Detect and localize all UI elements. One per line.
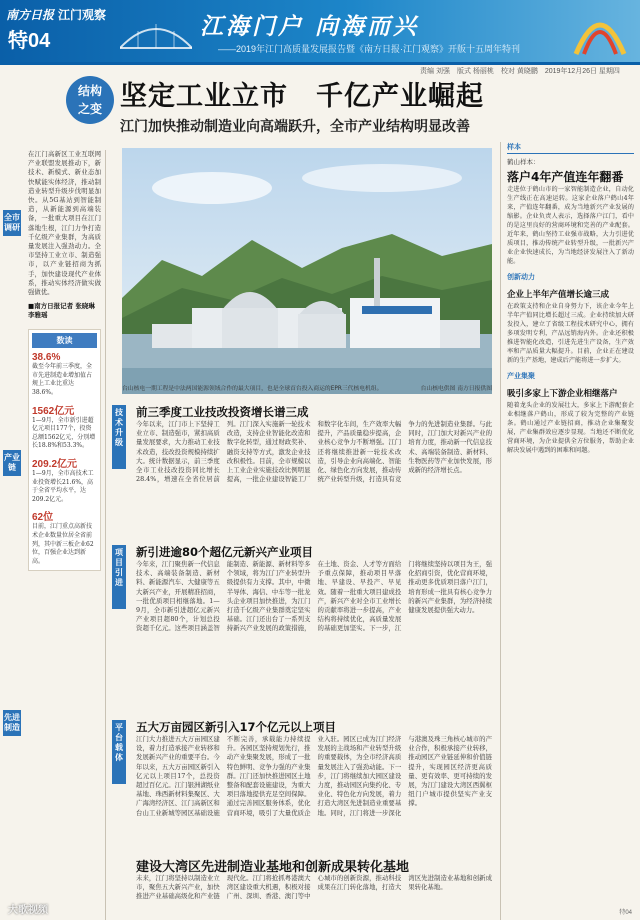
video-watermark: 大歌视频	[8, 905, 48, 916]
sample-byline: 鹤山样本：	[507, 158, 540, 166]
left-column	[28, 150, 106, 920]
stat-value: 62位	[32, 512, 54, 524]
page-headline: 坚定工业立市 千亿产业崛起	[120, 81, 484, 112]
masthead-subtitle: ——2019年江门高质量发展报告暨《南方日报·江门观察》开版十五周年特刊	[218, 44, 521, 54]
section-body: 今年来，江门聚焦新一代信息技术、高端装备制造、新材料、新能源汽车、大健康等五大新兴产业，开展精准招商，一批优质项目相继落地。1—9月，全市新引进超亿元新兴产业项目超80个，计划总投资超千亿元。这些项目涵盖智能制造、新能源、新材料等多个领域，将为江门产业转型升级提供有力支撑。其中，中微半导体、海信、中车等一批龙头企业项目加快推进，为江门打造千亿级产业集群奠定坚实基础。江门还出台了一系列支持新兴产业发展的政策措施，在土地、资金、人才等方面给予重点保障，推动项目早落地、早建设、早投产、早见效。随着一批重大项目建成投产，新兴产业对全市工业增长的贡献率将进一步提高，产业结构将持续优化，高质量发展的基础更加坚实。下一步，江门将继续坚持以项目为王，强化招商引资，优化营商环境，推动更多优质项目落户江门，培育形成一批具有核心竞争力的新兴产业集群，为经济持续健康发展提供强大动力。	[136, 560, 492, 633]
bottom-section-title: 建设大湾区先进制造业基地和创新成果转化基地	[136, 860, 410, 875]
masthead-slogan: 江海门户 向海而兴	[200, 13, 420, 40]
section-title: 新引进逾80个超亿元新兴产业项目	[136, 545, 314, 559]
arch-logo-icon	[570, 4, 630, 58]
sample-title: 落户4年产值连年翻番	[507, 170, 624, 184]
right-column	[500, 142, 634, 920]
stat-value: 209.2亿元	[32, 459, 78, 470]
photo-caption	[122, 383, 492, 392]
data-card-title: 数读	[32, 333, 97, 348]
stat-desc: 截至今年前三季度，全市先进制造业增加值占规上工业比重达38.6%。	[32, 363, 93, 397]
left-edge-strip	[0, 150, 26, 920]
data-card	[28, 329, 101, 571]
sample-sub-kicker: 产业集聚	[507, 372, 535, 380]
nuclear-plant-photo	[122, 148, 492, 394]
masthead	[0, 0, 640, 62]
bottom-section-body: 未来，江门将坚持以制造业立市，聚焦五大新兴产业，加快推进产业基础高级化和产业链现代化。江门将抢抓粤港澳大湾区建设重大机遇，积极对接广州、深圳、香港、澳门等中心城市的创新资源，推动科技成果在江门转化落地，打造大湾区先进制造业基地和创新成果转化基地。	[136, 874, 492, 901]
intro-text: 在江门高新区工业互联网产业联盟发展推动下，新技术、新模式、新业态加快赋能实体经济，推动制造业转型升级步伐明显加快。从5G基站到智能制造，从新能源到高端装备，一批重大项目在江门落地生根，江门力争打造千亿级产业集群，为高质量发展注入强劲动力。全市坚持工业立市、制造强市，以产业链招商为抓手，加快建设现代产业体系，推动实体经济做实做强做优。	[28, 150, 101, 297]
left-tag: 产业链	[3, 450, 21, 476]
sample-text: 在政策支持和企业自身努力下，该企业今年上半年产值同比增长超过三成。企业持续加大研发投入，建立了省级工程技术研究中心，拥有多项发明专利，产品远销海内外。企业还积极推进智能化改造，引进先进生产设备，生产效率和产品质量大幅提升。目前，企业正在建设新的生产基地，建成后产能将进一步扩大。	[507, 303, 634, 364]
section-title: 五大万亩园区新引入17个亿元以上项目	[136, 720, 337, 734]
sample-kicker: 样本	[507, 142, 634, 154]
sample-text: 随着龙头企业的发展壮大，多家上下游配套企业相继落户鹤山，形成了较为完整的产业链条。鹤山通过产业链招商，推动企业集聚发展，产业集群效应逐步显现。当地还不断优化营商环境，为企业提供全方位服务，帮助企业解决发展中遇到的困难和问题。	[507, 402, 634, 454]
section-title: 前三季度工业技改投资增长谱三成	[136, 405, 309, 419]
section-tag: 项目引进	[112, 545, 126, 609]
section-tag: 技术升级	[112, 405, 126, 469]
sample-intro: 走进位于鹤山市的一家智能制造企业，自动化生产线正在高速运转。这家企业落户鹤山4年来，产值连年翻番，成为当地新兴产业发展的缩影。企业负责人表示，选择落户江门，看中的是这里良好的营商环境和完善的产业配套。近年来，鹤山坚持工业强市战略，大力引进优质项目，推动传统产业转型升级，一批新兴产业企业快速成长，为当地经济发展注入了新动能。	[507, 186, 634, 265]
sample-sub-kicker: 创新动力	[507, 273, 535, 281]
caption-right: 台山核电供图 南方日报供图	[420, 386, 492, 392]
masthead-brand: 南方日报 江门观察	[6, 8, 107, 22]
section-body: 今年以来，江门市上下坚持工业立市、制造强市，紧扣高质量发展要求，大力推动工业技术改造，技改投资规模持续扩大。统计数据显示，前三季度全市工业技改投资同比增长28.4%，增速在全省位居前列。江门深入实施新一轮技术改造，支持企业智能化改造和数字化转型，通过财政奖补、融资支持等方式，激发企业技改积极性。目前，全市规模以上工业企业实施技改比例明显提高，一批企业建设智能工厂和数字化车间，生产效率大幅提升，产品质量稳步提高，企业核心竞争力不断增强。江门还将继续推进新一轮技术改造，引导企业向高端化、智能化、绿色化方向发展，推动传统产业转型升级，打造具有竞争力的先进制造业集群。与此同时，江门加大对新兴产业的培育力度，推动新一代信息技术、高端装备制造、新材料、生物医药等产业加快发展，形成新的经济增长点。	[136, 420, 492, 484]
bridge-illustration	[120, 4, 192, 60]
stat-value: 1562亿元	[32, 405, 75, 417]
section-body: 江门大力推进五大万亩园区建设，着力打造承接产业转移和发展新兴产业的重要平台。今年以来，五大万亩园区新引入亿元以上项目17个，总投资超过百亿元。江门银洲湖纸业基地、珠西新材料集聚区、大广海湾经济区、江门高新区和台山工业新城等园区基础设施不断完善，承载能力持续提升。各园区坚持规划先行，推动产业集聚发展，形成了一批特色鲜明、竞争力强的产业集群。江门还加快推进园区土地整备和配套设施建设，为重大项目落地提供充足空间保障。通过完善园区服务体系，优化营商环境，吸引了大量优质企业入驻。园区已成为江门经济发展的主战场和产业转型升级的重要载体，为全市经济高质量发展注入了强劲动能。下一步，江门将继续加大园区建设力度，推动园区向集约化、专业化、特色化方向发展，着力打造大湾区先进制造业重要基地。同时，江门将进一步深化与港澳及珠三角核心城市的产业合作，积极承接产业转移，推动园区产业链延伸和价值链提升，实现园区经济更高质量、更有效率、更可持续的发展，为江门建设大湾区西翼枢纽门户城市提供坚实产业支撑。	[136, 735, 492, 817]
nuclear-plant-illustration	[122, 148, 492, 394]
reporter-byline: ■南方日报记者 张晓琳 李雅瑶	[28, 302, 95, 320]
left-tag: 全市调研	[3, 210, 21, 236]
stat-desc: 1—9月，全市高技术工业投资增长21.6%，高于全省平均水平，达209.2亿元。	[32, 470, 94, 503]
section-tag: 平台载体	[112, 720, 126, 784]
stat-value: 38.6%	[32, 352, 61, 364]
sample-sub-title: 吸引多家上下游企业相继落户	[507, 389, 618, 399]
page-subheadline: 江门加快推动制造业向高端跃升，全市产业结构明显改善	[120, 119, 470, 135]
sample-sub-title: 企业上半年产值增长逾三成	[507, 290, 610, 300]
credits-line: 责编 刘强 版式 杨丽桃 校对 黄晓鹏 2019年12月26日 星期四	[420, 68, 620, 75]
page-number: 特04	[619, 910, 632, 916]
left-tag: 先进制造	[3, 710, 21, 736]
stat-desc: 1—9月，全市新引进超亿元项目177个，投资总额1562亿元，分别增长18.8%和53.3%。	[32, 416, 96, 450]
stat-desc: 目前，江门重点高新技术企业数量位居全省前列，其中新三板企业62位，百强企业达到新高。	[32, 523, 94, 565]
structure-badge: 结构 之变	[66, 76, 114, 124]
caption-left: 台山核电一期工程是中法两国能源领域合作的最大项目，也是全球首台投入商运的EPR三代核电机组。	[122, 386, 383, 392]
issue-number: 特04	[8, 30, 51, 52]
masthead-rule	[0, 62, 640, 65]
